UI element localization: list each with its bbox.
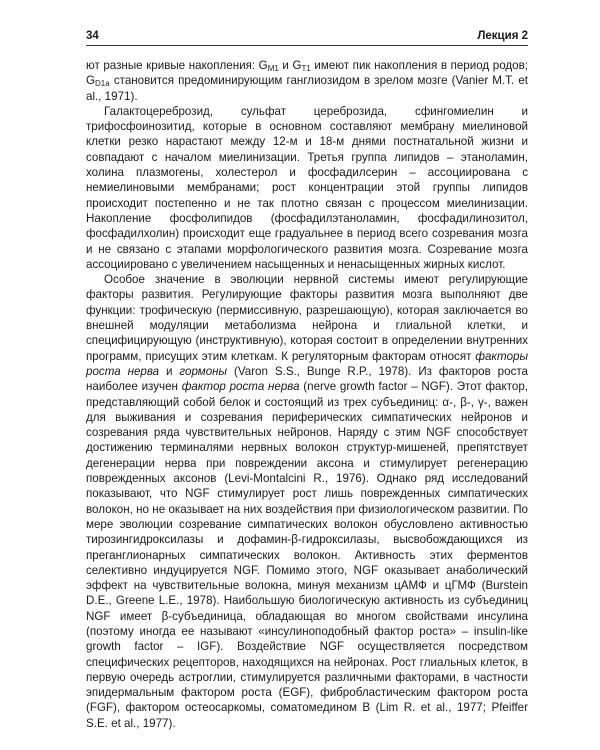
subscript-text: T1 bbox=[301, 64, 311, 73]
text-run: Галактоцереброзид, сульфат цереброзида, сфингомиелин и трифосфоинозитид, которые в основном составляют мембрану миелиновой клетки резко нарастают между 12-м и 18-м днями постнатальной жизни и совпадают с началом миелинизации. Третья группа липидов – этаноламин, холина плазмогены, холестерол и фосфадилсерин – ассоциирована с немиелиновыми мембранами; рост концентрации этой группы липидов происходит постепенно и не так плотно связан с процессом миелинизации. Накопление фосфолипидов (фосфадилэтаноламин, фосфадилинозитол, фосфадилхолин) происходит еще градуальнее в период всего созревания мозга и не связано с этапами морфологического развития мозга. Созревание мозга ассоциировано с увеличением насыщенных и ненасыщенных жирных кислот. bbox=[86, 104, 528, 271]
text-run: ют разные кривые накопления: G bbox=[86, 59, 268, 72]
text-run: (Varon S.S., Bunge R.P., 1978). Из факторов роста наиболее изучен bbox=[86, 364, 528, 394]
italic-term: факторы роста нерва bbox=[86, 349, 528, 378]
text-run: становится предоминирующим ганглиозидом в зрелом мозге (Vanier M.T. et al., 1971). bbox=[86, 74, 528, 103]
page-number: 34 bbox=[86, 30, 99, 42]
text-run: Особое значение в эволюции нервной системы имеют регулирующие факторы развития. Регулирующие факторы развития мозга выполняют две функции: трофическую (пермиссивную, разрешающую), которая заключается во внешней модуляции метаболизма нейрона и глиальной клетки, и специфицирующую (инструктивную), которая состоит в определении внутренних программ, присущих этим клеткам. К регуляторным факторам относят bbox=[86, 273, 528, 363]
subscript-text: M1 bbox=[267, 64, 279, 73]
italic-term: гормоны bbox=[179, 364, 228, 378]
paragraph-0 bbox=[86, 58, 528, 104]
paragraph-2 bbox=[86, 272, 528, 731]
text-run: и bbox=[159, 364, 180, 378]
text-run: (nerve growth factor – NGF). Этот фактор, представляющий собой белок и состоящий из трех субъединиц: α-, β-, γ-, важен для выживания и созревания периферических симпатических нейронов и созревания ряда чувствительных нейронов. Наряду с этим NGF способствует достижению терминалями нервных волокон структур-мишеней, препятствует дегенерации нерва при повреждении аксона и стимулирует регенерацию поврежденных аксонов (Levi-Montalcini R., 1976). Однако ряд исследований показывают, что NGF стимулирует рост лишь поврежденных симпатических волокон, но не оказывает на них воздействия при физиологическом развитии. По мере эволюции созревание симпатических волокон обусловлено активностью тирозингидроксилазы и дофамин-β-гидроксилазы, высвобождающихся из преганглионарных симпатических волокон. Активность этих ферментов селективно индуцируется NGF. Помимо этого, NGF оказывает анаболический эффект на чувствительные волокна, минуя механизм цАМФ и цГМФ (Burstein D.E., Greene L.E., 1978). Наибольшую биологическую активность из субъединиц NGF имеет β-субъединица, обладающая во многом свойствами инсулина (поэтому иногда ее называют «инсулиноподобный фактор роста» – insulin-like growth factor – IGF). Воздействие NGF осуществляется посредством специфических рецепторов, находящихся на нейронах. Рост глиальных клеток, в первую очередь астроглии, стимулируется различными факторами, в частности эпидермальным фактором роста (EGF), фибробластическим фактором роста (FGF), фактором остеосаркомы, соматомедином В (Lim R. et al., 1977; Pfeiffer S.E. et al., 1977). bbox=[86, 380, 528, 730]
text-run: и G bbox=[278, 59, 302, 72]
text-run: имеют пик накопления в период родов; G bbox=[86, 59, 528, 88]
italic-term: фактор роста нерва bbox=[181, 380, 300, 394]
page-header bbox=[86, 30, 528, 46]
paragraph-1 bbox=[86, 104, 528, 272]
running-title: Лекция 2 bbox=[477, 30, 528, 42]
subscript-text: D1a bbox=[95, 79, 110, 89]
body-text bbox=[86, 58, 528, 731]
